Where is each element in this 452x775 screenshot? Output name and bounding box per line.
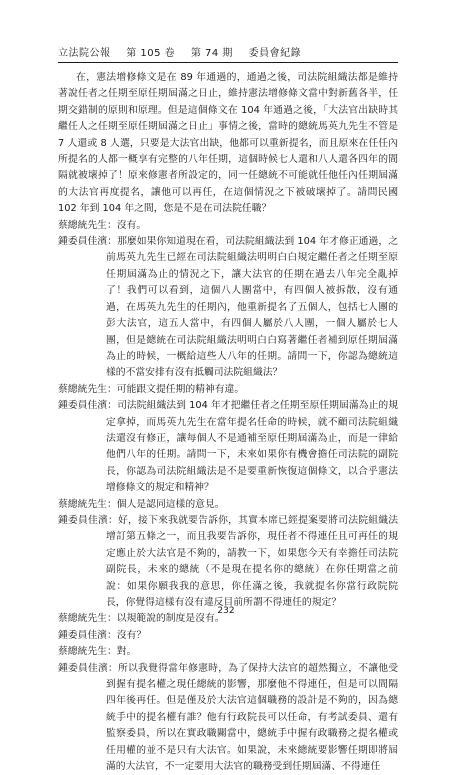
dialogue-turn [58,513,398,611]
turn-text: 那麼如果你知道現在看，司法院組織法到 104 年才修正通過，之前馬英九先生已經在司法院組織法明明白白規定繼任者之任期至原任期屆滿為止的情況之下，讓大法官的任期在過去八年完全亂掉了！我們可以看到，這個八人團當中，有四個人被拆散，沒有通過，在馬英九先生的任期內，他重新提名了五個人，包括七人團的彭大法官，這五人當中，有四個人屬於八人團，一個人屬於七人團，但是總統在司法院組織法明明白白寫著繼任者補到原任期屆滿為止的時候，一概給這些人八年的任期。請問一下，你認為總統這樣的不當安排有沒有抵觸司法院組織法？ [106,236,399,379]
page-header [58,44,398,63]
speaker-label: 鍾委員佳濱： [58,629,117,641]
speaker-label: 鍾委員佳濱： [58,514,119,526]
speaker-label: 蔡總統先生： [58,219,117,231]
dialogue-turn [58,234,398,382]
turn-text: 個人是認同這樣的意見。 [116,498,225,510]
section-name: 委員會紀錄 [248,48,302,59]
dialogue-turn [58,218,398,234]
dialogue-turn [58,497,398,513]
speaker-label: 蔡總統先生： [58,383,117,395]
turn-text: 司法院組織法到 104 年才把繼任者之任期至原任期屆滿為止的規定拿掉，而馬英九先生在當年提名任命的時候，就不顧司法院組織法還沒有修正，讓每個人不是通補至原任期屆滿為止，而是一律給他們八年的任期。請問一下，未來如果你有機會擔任司法院的副院長，你認為司法院組織法是不是要重新恢復這個條文，以合乎憲法增修條文的規定和精神？ [106,400,399,494]
turn-text: 以規範說的制度是沒有。 [116,613,225,625]
turn-text: 可能跟文提任期的精神有違。 [116,383,245,395]
dialogue-turn [58,382,398,398]
dialogue-turn [58,398,398,496]
publication-name: 立法院公報 [58,48,111,59]
speaker-label: 鍾委員佳濱： [58,236,118,248]
speaker-label: 鍾委員佳濱： [58,400,118,412]
speaker-label: 鍾委員佳濱： [58,662,119,674]
turn-text: 所以我覺得當年修憲時，為了保持大法官的超然獨立，不讓他受到握有提名權之現任總統的影響，那麼他不得連任，但是可以間隔四年後再任。但是僅及於大法官這個職務的設計是不夠的，因為總統手中的提名權有誰？他有行政院長可以任命，有考試委員、還有監察委員，所以在實政職關當中，總統手中握有政職務之提名權或任用權的並不是只有大法官。如果說，未來總統要影響任期即將屆滿的大法官，不一定要用大法官的職務受到任期屆滿、不得連任 [106,662,399,773]
dialogue-turn [58,661,398,775]
turn-text: 好，接下來我就要告訴你，其實本席已經提案要將司法院組織法增訂第五條之一，而且我要告訴你，現任者不得連任且可再任的規定應止於大法官是不夠的，請教一下，如果您今天有幸擔任司法院副院長，未來的總統（不是現在提名你的總統）在你任期當之前說：如果你願我我的意思，你任滿之後，我就提名你當行政院院長，你覺得這樣有沒有違反目前所謂不得連任的規定？ [106,514,399,608]
turn-text: 對。 [116,646,137,658]
turn-text: 沒有？ [116,629,147,641]
intro-paragraph: 在，憲法增修條文是在 89 年通過的，通過之後，司法院組織法都是維持著說任者之任期至原任期屆滿之日止，維持憲法增修條文當中對新舊各半，任期交錯制的原則和原理。但是這個條文在 104 年通過之後，「大法官出缺時其繼任人之任期至原任期屆滿之日止」事情之後，當時的總統馬英九先生不管是 7 人還或 8 人選，只要是大法官出缺，他都可以重新提名，而且原來在任任內所提名的人都一概享有完整的八年任期，這個時候七人還和八人還各四年的間隔就被壞掉了！原來修憲者所設定的，同一任總統不可能就任他任內任期屆滿的大法官再度提名，讓他可以再任，在這個情況之下被破壞掉了。請問民國 102 年到 104 年之間，您是不是在司法院任職？ [58,72,398,215]
turn-text: 沒有。 [116,219,147,231]
speaker-label: 蔡總統先生： [58,646,117,658]
dialogue-turn [58,628,398,644]
page-number: 232 [217,606,235,616]
speaker-label: 蔡總統先生： [58,498,117,510]
issue-number: 第 74 期 [190,48,233,59]
speaker-label: 蔡總統先生： [58,613,117,625]
dialogue-turn [58,644,398,660]
volume-number: 第 105 卷 [126,48,176,59]
